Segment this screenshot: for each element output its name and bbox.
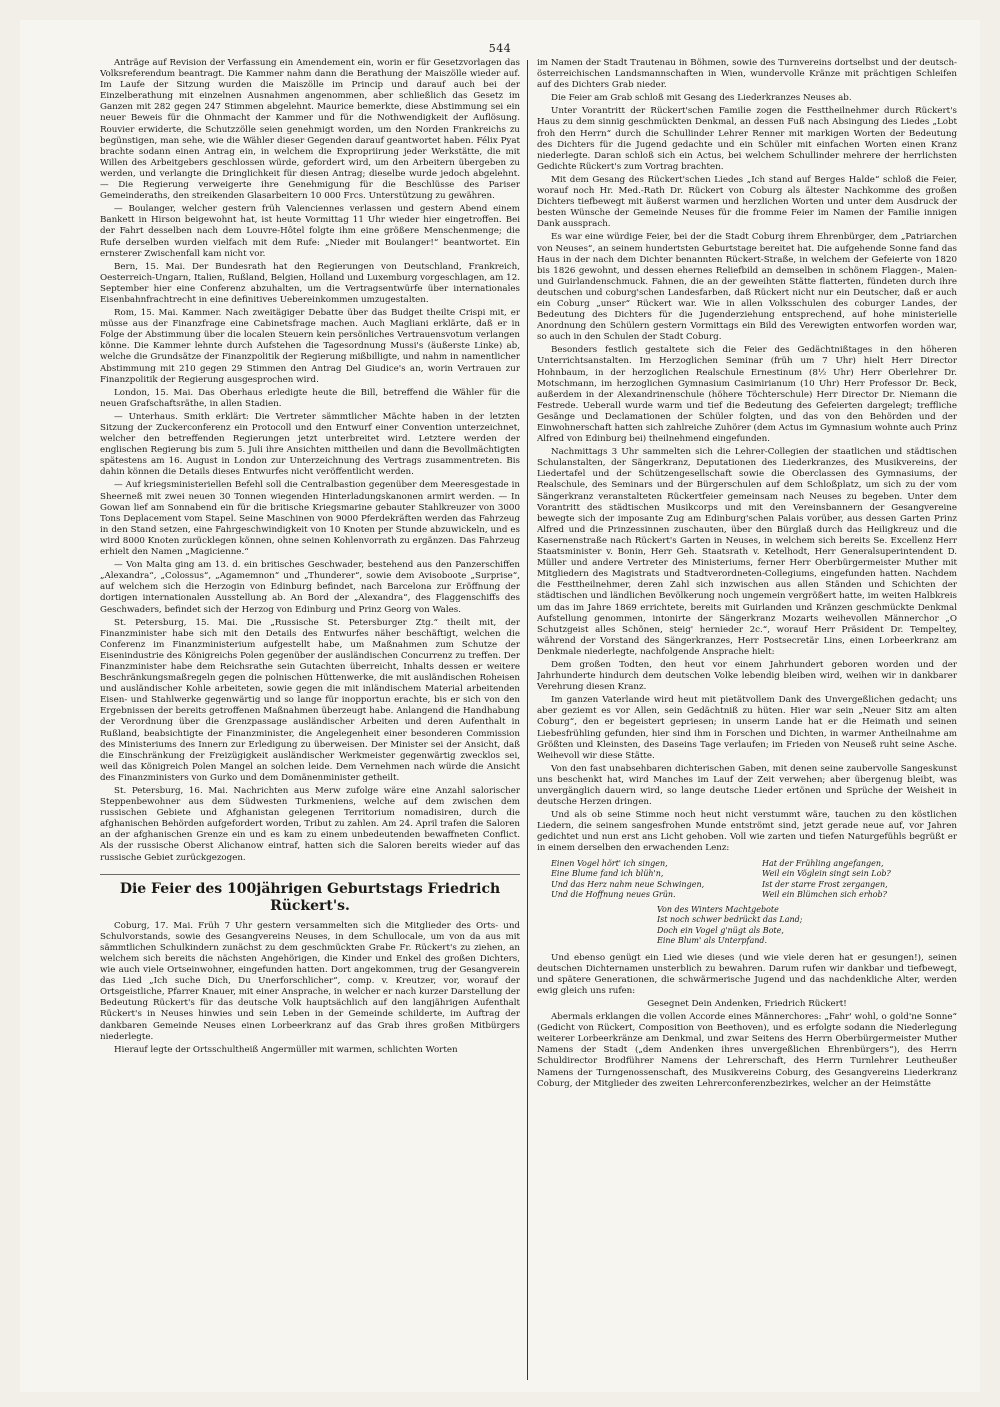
article-paragraph: Coburg, 17. Mai. Früh 7 Uhr gestern versammelten sich die Mitglieder des Orts- und Schulvorstands, sowie des Gesangvereins Neuses, in dem Schullocale, um von da aus mit sämmtlichen Schulkindern zunächst zu dem geschmückten Grabe Fr. Rückert's zu ziehen, an welchem sich bereits die nächsten Angehörigen, die Kinder und Enkel des großen Dichters, wie auch viele Ortseinwohner, eingefunden hatten. Dort angekommen, trug der Gesangverein das Lied „Ich suche Dich, Du Unerforschlicher“, comp. v. Kreutzer, vor, worauf der Ortsgeistliche, Pfarrer Knauer, mit einer Ansprache, in welcher er nach kurzer Darstellung der Bedeutung Rückert's für das deutsche Volk hauptsächlich auf den langjährigen Aufenthalt Rückert's in Neuses hinwies und sein Leben in der Gemeinde schilderte, im Auftrag der dankbaren Gemeinde Neuses einen Lorbeerkranz auf das Grab ihres großen Mitbürgers niederlegte. (100, 920, 520, 1042)
article-paragraph: — Von Malta ging am 13. d. ein britisches Geschwader, bestehend aus den Panzerschiffen „Alexandra“, „Colossus“, „Agamemnon“ und „Thunderer“, sowie dem Avisoboote „Surprise“, auf welchem sich die Herzogin von Edinburg befindet, nach Barcelona zur Eröffnung der dortigen internationalen Ausstellung ab. An Bord der „Alexandra“, des Flaggenschiffs des Geschwaders, befindet sich der Herzog von Edinburg und Prinz Georg von Wales. (100, 560, 520, 615)
article-paragraph: Abermals erklangen die vollen Accorde eines Männerchores: „Fahr' wohl, o gold'ne Sonne“ (Gedicht von Rückert, Composition von Beethoven), und es erfolgte sodann die Niederlegung weiterer Lorbeerkränze am Denkmal, und zwar Seitens des Herrn Oberbürgermeister Muther Namens der Stadt („dem Andenken ihres unvergeßlichen Ehrenbürgers“), des Herrn Schuldirector Brodführer Namens der Lehrerschaft, des Herrn Turnlehrer Leutheußer Namens der Turngenossenschaft, des Musikvereins Coburg, des Gesangvereins Liederkranz Coburg, der Mitglieder des zweiten Lehrerconferenzbezirkes, welcher an der Heimstätte (537, 1012, 957, 1089)
page-number: 544 (488, 42, 512, 55)
article-paragraph: Die Feier am Grab schloß mit Gesang des Liederkranzes Neuses ab. (551, 93, 852, 104)
article-paragraph: — Auf kriegsministeriellen Befehl soll die Centralbastion gegenüber dem Meeresgestade in Sheerneß mit zwei neuen 30 Tonnen wiegenden Hinterladungskanonen armirt werden. — In Gowan lief am Sonnabend ein für die britische Kriegsmarine gebauter Stahlkreuzer von 3000 Tons Deplacement vom Stapel. Seine Maschinen von 9000 Pferdekräften werden das Fahrzeug in den Stand setzen, eine Fahrgeschwindigkeit von 10 Knoten per Stunde abzuwickeln, und es wird 8000 Knoten zurücklegen können, ohne seinen Kohlenvorrath zu ergänzen. Das Fahrzeug erhielt den Namen „Magicienne.“ (100, 480, 520, 558)
newspaper-page (20, 20, 980, 1392)
poem-line: Von des Winters Machtgebote (657, 904, 779, 914)
poem-line: Eine Blume fand ich blüh'n, (551, 869, 664, 879)
poem-line: Weil ein Vöglein singt sein Lob? (762, 869, 891, 879)
poem-line: Eine Blum' als Unterpfand. (657, 936, 768, 946)
speech-paragraph: Und ebenso genügt ein Lied wie dieses (und wie viele deren hat er gesungen!), seinen deutschen Dichternamen unsterblich zu bewahren. Darum rufen wir dankbar und tiefbewegt, und spätere Generationen, die schwärmerische Jugend und das nachdenkliche Alter, werden ewig gleich uns rufen: (537, 952, 957, 996)
poem-line: Hat der Frühling angefangen, (762, 858, 884, 868)
article-paragraph: Rom, 15. Mai. Kammer. Nach zweitägiger Debatte über das Budget theilte Crispi mit, er müsse aus der Finanzfrage eine Cabinetsfrage machen. Auch Magliani erklärte, daß er in Folge der Abstimmung über die localen Steuern kein persönliches Vertrauensvotum verlangen könne. Die Kammer lehnte durch Aufstehen die Tagesordnung Mussi's (äußerste Linke) ab, welche die Grundsätze der Finanzpolitik der Regierung mißbilligte, und nahm in namentlicher Abstimmung mit 210 gegen 29 Stimmen den Antrag Del Giudice's an, worin Vertrauen zur Finanzpolitik der Regierung ausgesprochen wird. (100, 308, 520, 385)
article-paragraph: Mit dem Gesang des Rückert'schen Liedes „Ich stand auf Berges Halde“ schloß die Feier, worauf noch Hr. Med.-Rath Dr. Rückert von Coburg als ältester Nachkomme des großen Dichters tiefbewegt mit äußerst warmen und herzlichen Worten und unter dem Ausdruck der besten Wünsche der Gemeinde Neuses für die fromme Feier im Namen der Familie innigen Dank aussprach. (537, 174, 957, 230)
speech-paragraph: Von den fast unabsehbaren dichterischen Gaben, mit denen seine zaubervolle Sangeskunst uns beschenkt hat, wird Manches im Lauf der Zeit verwehen; aber übergenug bleibt, was unvergänglich dauern wird, so lange deutsche Lieder ertönen und Sprüche der Weisheit in deutsche Herzen dringen. (537, 763, 957, 808)
article-paragraph: Anträge auf Revision der Verfassung ein Amendement ein, worin er für Gesetzvorlagen das Volksreferendum beantragt. Die Kammer nahm dann die Berathung der Maiszölle wieder auf. Im Laufe der Sitzung wurden die Maiszölle im Princip und darauf auch bei der Einzelberathung mit einzelnen Ausnahmen angenommen, aber schließlich das Gesetz im Ganzen mit 282 gegen 247 Stimmen abgelehnt. Maurice bemerkte, diese Abstimmung sei ein neuer Beweis für die Ohnmacht der Kammer und für die Nothwendigkeit der Auflösung. Rouvier erwiderte, die Schutzzölle seien genehmigt worden, um den Norden Frankreichs zu begünstigen, man sehe, wie die Wähler dieser Gegenden darauf geantwortet haben. Félix Pyat brachte sodann einen Antrag ein, in welchem die Expropriirung jeder Werkstätte, die mit Willen des Arbeitgebers geschlossen würde, gefordert wird, um den Arbeitern übergeben zu werden, und verlangte die Dringlichkeit für diesen Antrag; dieselbe wurde jedoch abgelehnt. — Die Regierung verweigerte ihre Genehmigung für die Beschlüsse des Pariser Gemeinderaths, den streikenden Glasarbeitern 10 000 Frcs. Unterstützung zu gewähren. (100, 58, 520, 202)
right-column (537, 58, 957, 1388)
poem-stanza (657, 905, 957, 947)
article-paragraph: Unter Vorantritt der Rückert'schen Familie zogen die Festtheilnehmer durch Rückert's Haus zu dem sinnig geschmückten Denkmal, an dessen Fuß nach Absingung des Liedes „Lobt froh den Herrn“ durch die Schullinder Lehrer Renner mit markigen Worten der Bedeutung des Dichters für die Jugend gedachte und ein Schüler mit einfachen Worten einen Kranz niederlegte. Daran schloß sich ein Actus, bei welchem Schullinder mehrere der herrlichsten Gedichte Rückert's zum Vortrag brachten. (537, 106, 957, 172)
article-paragraph: Besonders festlich gestaltete sich die Feier des Gedächtnißtages in den höheren Unterrichtsanstalten. Im Herzoglichen Seminar (früh um 7 Uhr) hielt Herr Director Hohnbaum, in der herzoglichen Realschule Ernestinum (8½ Uhr) Herr Oberlehrer Dr. Motschmann, im herzoglichen Gymnasium Casimirianum (10 Uhr) Herr Professor Dr. Beck, außerdem in der Alexandrinenschule (höhere Töchterschule) Herr Director Dr. Niemann die Festrede. Ueberall wurde warm und tief die Bedeutung des Gefeierten dargelegt; treffliche Gesänge und Declamationen der Schüler folgten, und das von den Behörden und der Einwohnerschaft hatten sich zahlreiche Zuhörer (dem Actus im Gymnasium wohnte auch Prinz Alfred von Edinburg bei) theilnehmend eingefunden. (537, 345, 957, 445)
article-paragraph: Nachmittags 3 Uhr sammelten sich die Lehrer-Collegien der staatlichen und städtischen Schulanstalten, der Sängerkranz, Deputationen des Liederkranzes, des Musikvereins, der Liedertafel und der Schützengesellschaft sowie die Oberclassen des Gymnasiums, der Realschule, des Seminars und der Bürgerschulen auf dem Schloßplatz, um sich zu der vom Sängerkranz veranstalteten Rückertfeier gemeinsam nach Neuses zu begeben. Unter dem Vorantritt des städtischen Musikcorps und mit den Vereinsbannern der Gesangvereine bewegte sich der imposante Zug am Edinburg'schen Palais vorüber, aus dessen Garten Prinz Alfred und die Prinzessinnen zuschauten, über den Bürglaß durch das Heiligkreuz und die Kasernenstraße nach Rückert's Garten in Neuses, in welchem sich bereits Se. Excellenz Herr Staatsminister v. Bonin, Herr Geh. Staatsrath v. Ketelhodt, Herr Generalsuperintendent D. Müller und andere Vertreter des Ministeriums, ferner Herr Oberbürgermeister Muther mit Mitgliedern des Magistrats und Stadtverordneten-Collegiums, eingefunden hatten. Nachdem die Festtheilnehmer, deren Zahl sich inzwischen aus allen Ständen und Schichten der städtischen und ländlichen Bevölkerung noch ungemein vergrößert hatte, im weiten Halbkreis um das im Jahre 1869 errichtete, bereits mit Guirlanden und Kränzen geschmückte Denkmal Aufstellung genommen, intonirte der Sängerkranz Mozarts weihevollen Männerchor „O Schutzgeist alles Schönen, steig' hernieder 2c.“, worauf Herr Präsident Dr. Tempeltey, während der Vorstand des Sängerkranzes, Herr Postsecretär Lins, einen Lorbeerkranz am Denkmale niederlegte, nachfolgende Ansprache hielt: (537, 447, 957, 657)
poem-stanza (551, 859, 957, 901)
article-paragraph: St. Petersburg, 15. Mai. Die „Russische St. Petersburger Ztg.“ theilt mit, der Finanzminister habe sich mit den Details des Entwurfes näher beschäftigt, welchen die Conferenz im Finanzministerium aufgestellt habe, um Maßnahmen zum Schutze der Eisenindustrie des Königreichs Polen gegenüber der ausländischen Concurrenz zu treffen. Der Finanzminister habe dem Reichsrathe sein Gutachten überreicht, Inhalts dessen er weitere Beschränkungsmaßregeln gegen die polnischen Hüttenwerke, die mit ausländischen Roheisen und ausländischer Kohle arbeiteten, sowie gegen die mit inländischem Material arbeitenden Eisen- und Stahlwerke gegenwärtig und so lange für inopportun erachte, bis er sich von den Ergebnissen der bereits getroffenen Maßnahmen überzeugt habe. Anlangend die Handhabung der Verordnung über die Grenzpassage ausländischer Arbeiten und deren Aufenthalt in Rußland, beabsichtigte der Finanzminister, die Angelegenheit einer besonderen Commission des Ministeriums des Innern zur Erledigung zu überweisen. Der Minister sei der Ansicht, daß die Einschränkung der Freizügigkeit ausländischer Werkmeister gegenwärtig zwecklos sei, weil das Königreich Polen Mangel an solchen leide. Dem Vernehmen nach würde die Ansicht des Finanzministers von Gurko und dem Domänenminister getheilt. (100, 617, 520, 783)
article-paragraph: St. Petersburg, 16. Mai. Nachrichten aus Merw zufolge wäre eine Anzahl salorischer Steppenbewohner aus dem Südwesten Turkmeniens, welche auf dem zwischen dem russischen Gebiete und Afghanistan gelegenen Territorium nomadisiren, durch die afghanischen Behörden aufgefordert worden, Tribut zu zahlen. Am 24. April trafen die Saloren an der afghanischen Grenze ein und es kam zu einem unbedeutenden bewaffneten Conflict. Als der russische Oberst Alichanow eintraf, hatten sich die Saloren bereits wieder auf das russische Gebiet zurückgezogen. (100, 786, 520, 863)
poem-line: Ist noch schwer bedrückt das Land; (657, 915, 803, 925)
article-paragraph: — Unterhaus. Smith erklärt: Die Vertreter sämmtlicher Mächte haben in der letzten Sitzung der Zuckerconferenz ein Protocoll und den Entwurf einer Convention unterzeichnet, welcher den betreffenden Regierungen jetzt unterbreitet wird. Letztere werden der englischen Regierung bis zum 5. Juli ihre Ansichten mittheilen und dann die Bevollmächtigten spätestens am 16. August in London zur Unterzeichnung des Vertrags zusammentreten. Bis dahin können die Details dieses Entwurfes nicht veröffentlicht werden. (100, 411, 520, 478)
speech-paragraph: Und als ob seine Stimme noch heut nicht verstummt wäre, tauchen zu den köstlichen Liedern, die seinem sangesfrohen Munde entströmt sind, jetzt gerade neue auf, vor Jahren gedichtet und nun erst ans Licht gehoben. Voll wie zarten und tiefen Naturgefühls begrüßt er in einem derselben den erwachenden Lenz: (537, 810, 957, 854)
poem-line: Ist der starre Frost zergangen, (762, 879, 888, 889)
article-paragraph: im Namen der Stadt Trautenau in Böhmen, sowie des Turnvereins dortselbst und der deutsch-österreichischen Landsmannschaften in Wien, wundervolle Kränze mit prächtigen Schleifen auf des Dichters Grab nieder. (537, 58, 957, 91)
article-paragraph: Hierauf legte der Ortsschultheiß Angermüller mit warmen, schlichten Worten (114, 1044, 458, 1055)
poem-line: Und die Hoffnung neues Grün. (551, 890, 676, 900)
poem-line: Doch ein Vogel g'nügt als Bote, (657, 925, 784, 935)
article-paragraph: Es war eine würdige Feier, bei der die Stadt Coburg ihrem Ehrenbürger, dem „Patriarchen von Neuses“, an seinem hundertsten Geburtstage bereitet hat. Die aufgehende Sonne fand das Haus in der nach dem Dichter benannten Rückert-Straße, in welchem der Gefeierte von 1820 bis 1826 gewohnt, und dessen ehernes Reliefbild an demselben in schönem Flaggen-, Maien- und Guirlandenschmuck. Fahnen, die an der geweihten Stätte flatterten, fündeten durch ihre deutschen und coburg'schen Landesfarben, daß Rückert nicht nur ein Deutscher, daß er auch ein Coburg „unser“ Rückert war. Wie in allen Volksschulen des coburger Landes, der Bedeutung des Dichters für die Jugenderziehung entsprechend, auf hohe ministerielle Anordnung den Schülern gestern Vormittags ein Bild des Verewigten entworfen worden war, so auch in den Schulen der Stadt Coburg. (537, 232, 957, 343)
article-paragraph: London, 15. Mai. Das Oberhaus erledigte heute die Bill, betreffend die Wähler für die neuen Grafschaftsräthe, in allen Stadien. (100, 387, 520, 409)
left-column (100, 58, 520, 1388)
poem-line: Einen Vogel hört' ich singen, (551, 858, 668, 868)
speech-paragraph: Dem großen Todten, den heut vor einem Jahrhundert geboren worden und der Jahrhunderte hindurch dem deutschen Volke lebendig bleiben wird, weihen wir in dankbarer Verehrung diesen Kranz. (537, 659, 957, 693)
speech-paragraph: Im ganzen Vaterlande wird heut mit pietätvollem Dank des Unvergeßlichen gedacht; uns aber geziemt es vor Allen, sein Gedächtniß zu hüten. Hier war sein „Neuer Sitz am alten Coburg“, den er begeistert gepriesen; in unserm Lande hat er die Heimath und seinen Liebesfrühling gefunden, hier sind ihm in Forschen und Dichten, in warmer Antheilnahme am Größten und Kleinsten, des Daseins Tage verlaufen; im Frieden von Neuseß ruht seine Asche. Weihevoll wir diese Stätte. (537, 695, 957, 761)
column-divider (527, 60, 528, 1380)
article-paragraph: — Boulanger, welcher gestern früh Valenciennes verlassen und gestern Abend einem Bankett in Hirson beigewohnt hat, ist heute Vormittag 11 Uhr wieder hier eingetroffen. Bei der Fahrt desselben nach dem Louvre-Hôtel folgte ihm eine größere Menschenmenge; die Rufe derselben wurden vielfach mit dem Rufe: „Nieder mit Boulanger!“ beantwortet. Ein ernsterer Zwischenfall kam nicht vor. (100, 204, 520, 259)
article-paragraph: Bern, 15. Mai. Der Bundesrath hat den Regierungen von Deutschland, Frankreich, Oesterreich-Ungarn, Italien, Rußland, Belgien, Holland und Luxemburg vorgeschlagen, am 12. September hier eine Conferenz abzuhalten, um die Vertragsentwürfe über internationales Eisenbahnfrachtrecht in eine definitives Uebereinkommen umzugestalten. (100, 261, 520, 305)
speech-closing-line: Gesegnet Dein Andenken, Friedrich Rückert! (647, 998, 847, 1009)
poem-line: Und das Herz nahm neue Schwingen, (551, 879, 705, 889)
article-headline: Die Feier des 100jährigen Geburtstags Friedrich Rückert's. (100, 874, 520, 915)
poem-line: Weil ein Blümchen sich erhob? (762, 890, 887, 900)
